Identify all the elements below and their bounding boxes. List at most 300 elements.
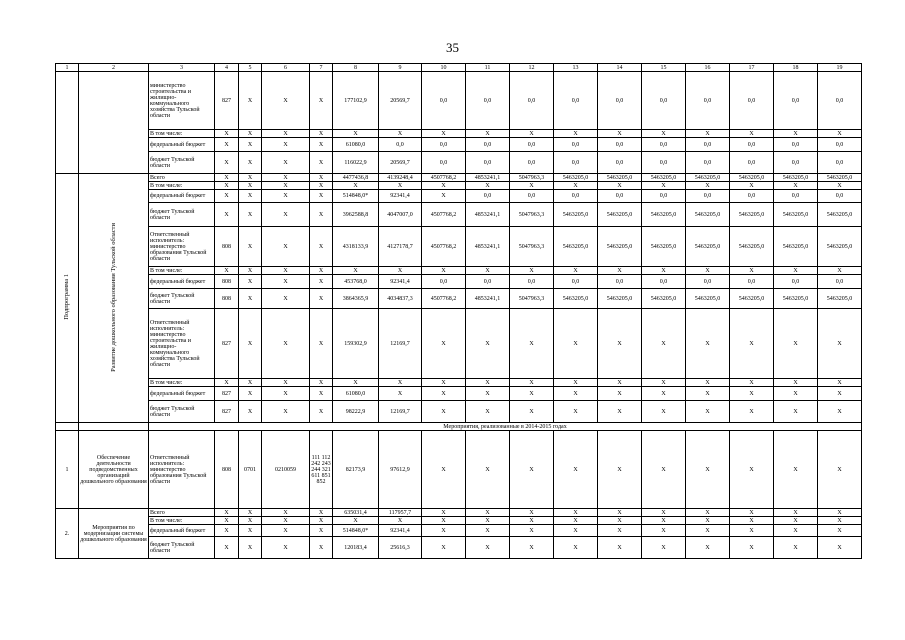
subprogram-name-cell [79,174,149,423]
section-caption: Мероприятия, реализованные в 2014-2015 годах [149,423,862,431]
value-cell: X [310,309,333,379]
value-cell: X [818,525,862,537]
value-cell: X [310,517,333,525]
value-cell: 4047007,0 [379,203,422,227]
value-cell: X [510,182,554,190]
value-cell: 4507768,2 [422,174,466,182]
value-cell: 92341,4 [379,275,422,289]
activity-name: Обеспечение деятельности подведомственных организаций дошкольного образования [79,431,149,509]
value-cell: 5463205,0 [642,289,686,309]
value-cell: X [239,152,262,174]
value-cell: X [239,174,262,182]
value-cell: 4318133,9 [333,227,379,267]
value-cell: X [818,267,862,275]
value-cell: X [774,525,818,537]
value-cell: 5463205,0 [818,174,862,182]
value-cell: X [239,401,262,423]
value-cell: 4507768,2 [422,289,466,309]
value-cell: X [686,182,730,190]
value-cell: 5463205,0 [642,203,686,227]
value-cell: 808 [215,227,239,267]
value-cell: 0,0 [730,190,774,203]
value-cell: X [239,517,262,525]
value-cell: X [310,289,333,309]
value-cell: 5463205,0 [554,203,598,227]
value-cell: X [262,130,310,138]
value-cell: 5463205,0 [642,227,686,267]
value-cell: X [686,517,730,525]
value-cell: 159302,9 [333,309,379,379]
value-cell: 0,0 [510,138,554,152]
value-cell: X [554,182,598,190]
value-cell: 5463205,0 [686,227,730,267]
table-row [56,431,862,509]
column-number-header: 16 [686,64,730,72]
value-cell: X [554,267,598,275]
table-row [56,525,862,537]
value-cell: 61080,0 [333,387,379,401]
value-cell: X [239,289,262,309]
value-cell: X [818,509,862,517]
value-cell: X [466,431,510,509]
column-number-header: 9 [379,64,422,72]
empty-cell-col1 [56,72,79,174]
value-cell: X [730,401,774,423]
value-cell: X [730,517,774,525]
value-cell: X [554,525,598,537]
column-number-header: 11 [466,64,510,72]
value-cell: 5047963,3 [510,227,554,267]
value-cell: X [422,130,466,138]
value-cell: X [598,130,642,138]
value-cell: X [818,309,862,379]
value-cell: X [333,517,379,525]
value-cell: X [262,509,310,517]
value-cell: X [215,379,239,387]
value-cell: 0,0 [466,138,510,152]
value-cell: 5463205,0 [554,289,598,309]
value-cell: X [333,130,379,138]
value-cell: 827 [215,72,239,130]
value-cell: 5047963,3 [510,289,554,309]
empty-cell-col2 [79,72,149,174]
activity-number: 2. [56,509,79,559]
value-cell: 514848,0* [333,190,379,203]
value-cell: X [466,525,510,537]
value-cell: X [818,387,862,401]
value-cell: X [598,182,642,190]
value-cell: X [642,387,686,401]
value-cell: X [215,525,239,537]
value-cell: X [818,517,862,525]
value-cell: X [598,525,642,537]
table-row [56,138,862,152]
row-label-cell: Всего [149,174,215,182]
value-cell: X [310,227,333,267]
value-cell: X [379,387,422,401]
value-cell: X [215,130,239,138]
value-cell: X [333,379,379,387]
activity-number: 1 [56,431,79,509]
value-cell: X [818,182,862,190]
value-cell: 0,0 [466,152,510,174]
value-cell: X [422,267,466,275]
value-cell: X [774,401,818,423]
value-cell: 0,0 [598,138,642,152]
value-cell: X [466,387,510,401]
value-cell: X [730,509,774,517]
value-cell: X [818,537,862,559]
value-cell: X [730,309,774,379]
value-cell: X [818,130,862,138]
value-cell: X [215,138,239,152]
value-cell: X [598,517,642,525]
value-cell: X [642,309,686,379]
value-cell: 0,0 [598,152,642,174]
value-cell: X [215,509,239,517]
value-cell: 5463205,0 [818,289,862,309]
value-cell: X [215,152,239,174]
value-cell: 20569,7 [379,152,422,174]
value-cell: 0,0 [642,190,686,203]
column-number-header: 4 [215,64,239,72]
value-cell: X [466,182,510,190]
value-cell: X [262,203,310,227]
value-cell: 5463205,0 [686,174,730,182]
value-cell: X [730,379,774,387]
row-label-cell: бюджет Тульской области [149,152,215,174]
value-cell: X [642,509,686,517]
value-cell: X [239,138,262,152]
value-cell: 808 [215,289,239,309]
value-cell: X [598,267,642,275]
value-cell: 0,0 [818,275,862,289]
row-label-cell: В том числе: [149,130,215,138]
value-cell: 5463205,0 [774,227,818,267]
value-cell: X [510,401,554,423]
value-cell: 5463205,0 [730,203,774,227]
value-cell: X [686,401,730,423]
value-cell: X [642,130,686,138]
column-number-header: 5 [239,64,262,72]
table-row [56,387,862,401]
value-cell: X [333,267,379,275]
value-cell: 0,0 [686,275,730,289]
row-label-cell: федеральный бюджет [149,275,215,289]
value-cell: X [642,379,686,387]
row-label-cell: Ответственный исполнитель: министерство строительства и жилищно-коммунального хозяйства Тульской области [149,309,215,379]
value-cell: X [310,275,333,289]
value-cell: X [262,309,310,379]
column-number-header: 6 [262,64,310,72]
table-row [56,309,862,379]
value-cell: X [598,387,642,401]
value-cell: 12169,7 [379,309,422,379]
value-cell: X [262,190,310,203]
value-cell: 0,0 [642,275,686,289]
value-cell: X [215,517,239,525]
value-cell: X [422,509,466,517]
table-row [56,401,862,423]
value-cell: 3864365,9 [333,289,379,309]
column-number-header: 3 [149,64,215,72]
value-cell: X [239,509,262,517]
column-number-header: 17 [730,64,774,72]
value-cell: X [598,379,642,387]
row-label-cell: бюджет Тульской области [149,401,215,423]
value-cell: 0,0 [686,190,730,203]
value-cell: X [686,267,730,275]
value-cell: X [262,182,310,190]
value-cell: 5463205,0 [686,289,730,309]
value-cell: X [215,182,239,190]
value-cell: 0,0 [774,152,818,174]
row-label-cell: федеральный бюджет [149,387,215,401]
value-cell: X [310,525,333,537]
value-cell: 0,0 [818,190,862,203]
value-cell: X [510,387,554,401]
value-cell: 0,0 [774,190,818,203]
value-cell: X [774,130,818,138]
table-row [56,275,862,289]
value-cell: X [310,537,333,559]
value-cell: 0,0 [422,152,466,174]
value-cell: X [818,379,862,387]
value-cell: X [239,379,262,387]
value-cell: X [239,275,262,289]
value-cell: 0,0 [730,138,774,152]
value-cell: 5463205,0 [774,174,818,182]
value-cell: X [510,379,554,387]
value-cell: 0,0 [554,152,598,174]
value-cell: X [239,203,262,227]
value-cell: X [422,401,466,423]
value-cell: X [774,309,818,379]
value-cell: X [554,130,598,138]
value-cell: X [239,72,262,130]
value-cell: 0,0 [730,152,774,174]
column-number-header: 18 [774,64,818,72]
value-cell: X [730,387,774,401]
value-cell: 0,0 [730,275,774,289]
value-cell: X [774,267,818,275]
value-cell: X [379,379,422,387]
value-cell: X [686,509,730,517]
value-cell: X [422,182,466,190]
value-cell: X [730,525,774,537]
row-label-cell: федеральный бюджет [149,190,215,203]
value-cell: 97612,9 [379,431,422,509]
value-cell: X [215,267,239,275]
value-cell: 4034837,3 [379,289,422,309]
value-cell: X [310,509,333,517]
value-cell: 98222,9 [333,401,379,423]
value-cell: 0,0 [642,72,686,130]
value-cell: X [730,431,774,509]
value-cell: X [422,379,466,387]
value-cell: 5463205,0 [598,203,642,227]
value-cell: 0,0 [466,190,510,203]
value-cell: 4853241,1 [466,289,510,309]
value-cell: X [215,203,239,227]
value-cell: 0,0 [379,138,422,152]
row-label-cell: бюджет Тульской области [149,289,215,309]
value-cell: X [422,431,466,509]
value-cell: X [262,525,310,537]
value-cell: X [310,190,333,203]
value-cell: X [774,537,818,559]
table-row [56,267,862,275]
value-cell: X [642,182,686,190]
section-caption-row [56,423,862,431]
row-label-cell: федеральный бюджет [149,525,215,537]
value-cell: 0,0 [774,72,818,130]
value-cell: X [554,537,598,559]
value-cell: 0,0 [818,72,862,130]
value-cell: X [310,267,333,275]
value-cell: X [239,267,262,275]
value-cell: X [262,174,310,182]
value-cell: X [239,130,262,138]
value-cell: 4853241,1 [466,174,510,182]
value-cell: 0,0 [466,275,510,289]
value-cell: 4507768,2 [422,227,466,267]
table-row [56,203,862,227]
value-cell: X [466,379,510,387]
value-cell: 4853241,1 [466,227,510,267]
value-cell: X [466,130,510,138]
value-cell: 827 [215,309,239,379]
value-cell: X [262,138,310,152]
value-cell: 5463205,0 [730,227,774,267]
table-row [56,537,862,559]
column-number-header: 2 [79,64,149,72]
subprogram-label: Подпрограмма 1 [63,274,70,320]
value-cell: 61080,0 [333,138,379,152]
value-cell: X [510,537,554,559]
value-cell: X [554,401,598,423]
row-label-cell: В том числе: [149,267,215,275]
value-cell: 0,0 [422,138,466,152]
column-number-header: 7 [310,64,333,72]
value-cell: X [215,190,239,203]
value-cell: 111 112 242 243 244 321 611 851 852 [310,431,333,509]
value-cell: X [510,130,554,138]
table-row [56,227,862,267]
row-label-cell: Ответственный исполнитель: министерство образования Тульской области [149,431,215,509]
value-cell: 0,0 [598,72,642,130]
column-number-header: 12 [510,64,554,72]
row-label-cell: В том числе: [149,379,215,387]
value-cell: X [422,517,466,525]
value-cell: 116022,9 [333,152,379,174]
subprogram-name: Развитие дошкольного образования Тульской области [109,222,117,372]
value-cell: 12169,7 [379,401,422,423]
value-cell: X [642,267,686,275]
value-cell: 0,0 [510,72,554,130]
value-cell: 4139248,4 [379,174,422,182]
table-row [56,182,862,190]
value-cell: X [510,509,554,517]
value-cell: X [598,431,642,509]
value-cell: X [818,401,862,423]
value-cell: X [642,517,686,525]
empty-cell-col1 [56,423,79,431]
page-number: 35 [446,40,459,55]
value-cell: X [310,401,333,423]
table-row [56,509,862,517]
value-cell: X [730,130,774,138]
value-cell: X [774,431,818,509]
value-cell: X [554,387,598,401]
value-cell: X [310,174,333,182]
value-cell: X [310,138,333,152]
value-cell: X [239,525,262,537]
row-label-cell: бюджет Тульской области [149,203,215,227]
column-number-header: 8 [333,64,379,72]
value-cell: 117957,7 [379,509,422,517]
value-cell: 4853241,1 [466,203,510,227]
value-cell: X [598,537,642,559]
value-cell: 0,0 [774,138,818,152]
value-cell: X [422,525,466,537]
value-cell: X [686,130,730,138]
value-cell: 0,0 [422,275,466,289]
value-cell: X [686,309,730,379]
value-cell: X [422,190,466,203]
value-cell: X [262,379,310,387]
header-row [56,64,862,72]
row-label-cell: В том числе: [149,182,215,190]
value-cell: 0,0 [510,190,554,203]
value-cell: 0,0 [686,152,730,174]
value-cell: X [333,182,379,190]
value-cell: 5047963,3 [510,203,554,227]
value-cell: X [215,174,239,182]
budget-table-container [55,63,862,559]
value-cell: 4477436,8 [333,174,379,182]
value-cell: X [774,387,818,401]
value-cell: X [510,517,554,525]
value-cell: 92341,4 [379,525,422,537]
value-cell: X [422,537,466,559]
value-cell: 5047963,3 [510,174,554,182]
value-cell: X [262,227,310,267]
value-cell: X [379,130,422,138]
value-cell: X [510,267,554,275]
row-label-cell: Ответственный исполнитель: министерство образования Тульской области [149,227,215,267]
value-cell: X [774,379,818,387]
value-cell: X [554,509,598,517]
value-cell: X [239,190,262,203]
value-cell: X [466,267,510,275]
value-cell: 0,0 [686,72,730,130]
value-cell: 514848,0* [333,525,379,537]
value-cell: X [379,182,422,190]
value-cell: X [239,537,262,559]
value-cell: X [598,309,642,379]
column-number-header: 13 [554,64,598,72]
value-cell: 20569,7 [379,72,422,130]
value-cell: 0,0 [818,152,862,174]
value-cell: X [598,401,642,423]
value-cell: 5463205,0 [730,174,774,182]
value-cell: 0,0 [686,138,730,152]
value-cell: X [730,267,774,275]
value-cell: 25616,3 [379,537,422,559]
value-cell: 0,0 [642,138,686,152]
value-cell: X [510,431,554,509]
